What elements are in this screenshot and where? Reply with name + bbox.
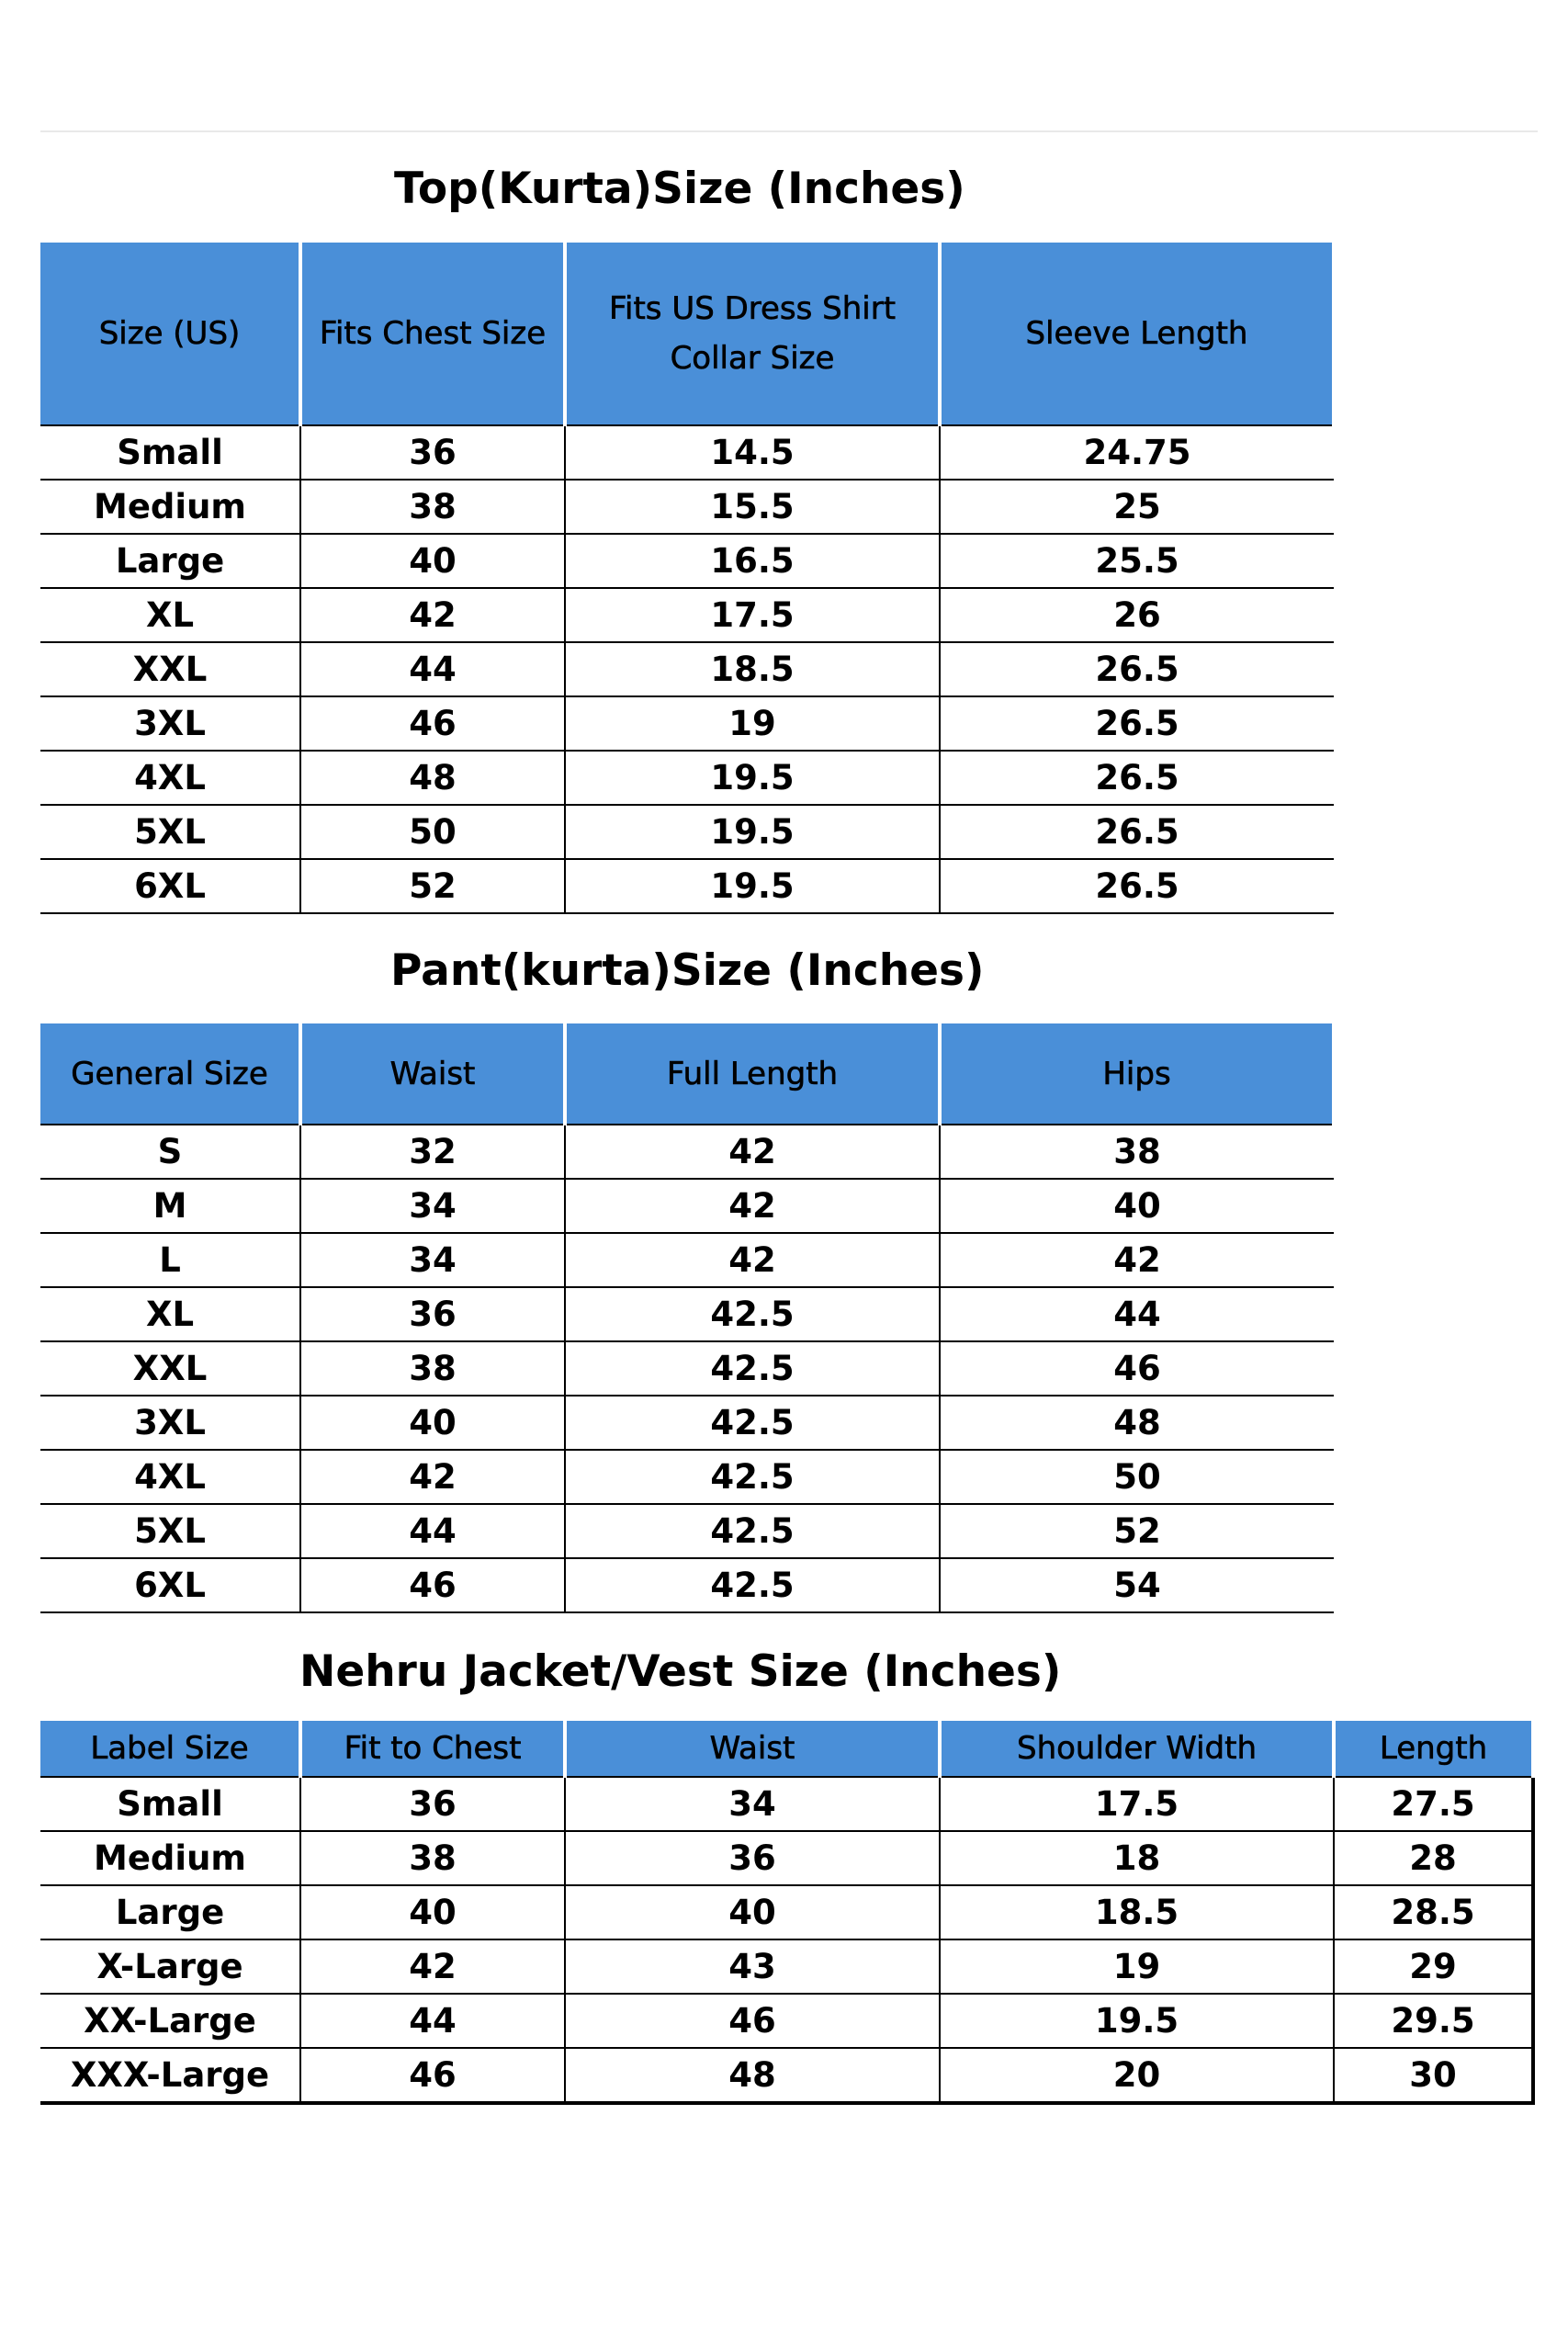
waist-cell: 46 <box>300 1558 565 1612</box>
column-header-hips: Hips <box>940 1023 1334 1125</box>
chest-cell: 46 <box>300 696 565 751</box>
top-kurta-size-table <box>40 243 1336 914</box>
chest-cell: 36 <box>300 1777 565 1831</box>
collar-cell: 19.5 <box>565 805 940 859</box>
shoulder-cell: 19.5 <box>940 1994 1334 2048</box>
column-header-full-length: Full Length <box>565 1023 940 1125</box>
size-cell: Small <box>40 425 300 480</box>
table-row <box>40 642 1334 696</box>
chest-cell: 38 <box>300 480 565 534</box>
table-row <box>40 1125 1334 1179</box>
size-cell: 4XL <box>40 1450 300 1504</box>
size-cell: 3XL <box>40 1396 300 1450</box>
hips-cell: 38 <box>940 1125 1334 1179</box>
column-header-size-us: Size (US) <box>40 243 300 425</box>
table-row <box>40 1939 1533 1994</box>
table-row <box>40 1777 1533 1831</box>
column-header-waist: Waist <box>565 1721 940 1777</box>
waist-cell: 44 <box>300 1504 565 1558</box>
hips-cell: 40 <box>940 1179 1334 1233</box>
table-row <box>40 859 1334 913</box>
size-cell: Large <box>40 1885 300 1939</box>
length-cell: 28 <box>1334 1831 1533 1885</box>
size-cell: XL <box>40 588 300 642</box>
chest-cell: 46 <box>300 2048 565 2103</box>
collar-cell: 16.5 <box>565 534 940 588</box>
table-row <box>40 1341 1334 1396</box>
shoulder-cell: 18 <box>940 1831 1334 1885</box>
full-length-cell: 42 <box>565 1233 940 1287</box>
chest-cell: 48 <box>300 751 565 805</box>
collar-cell: 15.5 <box>565 480 940 534</box>
hips-cell: 46 <box>940 1341 1334 1396</box>
table-row <box>40 751 1334 805</box>
waist-cell: 43 <box>565 1939 940 1994</box>
full-length-cell: 42.5 <box>565 1450 940 1504</box>
top-kurta-size-title: Top(Kurta)Size (Inches) <box>394 164 965 214</box>
full-length-cell: 42.5 <box>565 1558 940 1612</box>
table-row <box>40 1450 1334 1504</box>
chest-cell: 40 <box>300 534 565 588</box>
pant-kurta-size-title: Pant(kurta)Size (Inches) <box>390 945 985 996</box>
waist-cell: 32 <box>300 1125 565 1179</box>
table-row <box>40 1233 1334 1287</box>
table-header-row <box>40 243 1334 425</box>
column-header-fit-to-chest: Fit to Chest <box>300 1721 565 1777</box>
table-row <box>40 1994 1533 2048</box>
collar-cell: 19.5 <box>565 859 940 913</box>
full-length-cell: 42.5 <box>565 1396 940 1450</box>
size-cell: X-Large <box>40 1939 300 1994</box>
size-cell: Large <box>40 534 300 588</box>
chest-cell: 52 <box>300 859 565 913</box>
top-divider-line <box>40 130 1538 132</box>
column-header-general-size: General Size <box>40 1023 300 1125</box>
length-cell: 29 <box>1334 1939 1533 1994</box>
hips-cell: 44 <box>940 1287 1334 1341</box>
table-row <box>40 1885 1533 1939</box>
table-row <box>40 1396 1334 1450</box>
size-cell: 3XL <box>40 696 300 751</box>
size-cell: 5XL <box>40 805 300 859</box>
sleeve-cell: 25 <box>940 480 1334 534</box>
table-row <box>40 1831 1533 1885</box>
table-row <box>40 1504 1334 1558</box>
chest-cell: 50 <box>300 805 565 859</box>
chest-cell: 44 <box>300 1994 565 2048</box>
waist-cell: 40 <box>300 1396 565 1450</box>
collar-cell: 17.5 <box>565 588 940 642</box>
full-length-cell: 42.5 <box>565 1341 940 1396</box>
sleeve-cell: 26.5 <box>940 642 1334 696</box>
table-row <box>40 480 1334 534</box>
chest-cell: 38 <box>300 1831 565 1885</box>
table-row <box>40 425 1334 480</box>
size-cell: 5XL <box>40 1504 300 1558</box>
size-cell: XXL <box>40 642 300 696</box>
collar-cell: 19.5 <box>565 751 940 805</box>
waist-cell: 38 <box>300 1341 565 1396</box>
waist-cell: 48 <box>565 2048 940 2103</box>
waist-cell: 34 <box>565 1777 940 1831</box>
nehru-jacket-size-title: Nehru Jacket/Vest Size (Inches) <box>299 1646 1062 1697</box>
shoulder-cell: 19 <box>940 1939 1334 1994</box>
table-row <box>40 805 1334 859</box>
size-cell: S <box>40 1125 300 1179</box>
size-cell: 4XL <box>40 751 300 805</box>
sleeve-cell: 26 <box>940 588 1334 642</box>
waist-cell: 34 <box>300 1179 565 1233</box>
shoulder-cell: 17.5 <box>940 1777 1334 1831</box>
chest-cell: 42 <box>300 1939 565 1994</box>
length-cell: 28.5 <box>1334 1885 1533 1939</box>
pant-kurta-size-table <box>40 1023 1336 1613</box>
hips-cell: 42 <box>940 1233 1334 1287</box>
size-cell: M <box>40 1179 300 1233</box>
size-cell: XL <box>40 1287 300 1341</box>
size-cell: XX-Large <box>40 1994 300 2048</box>
table-header-row <box>40 1721 1533 1777</box>
collar-cell: 14.5 <box>565 425 940 480</box>
waist-cell: 46 <box>565 1994 940 2048</box>
full-length-cell: 42 <box>565 1179 940 1233</box>
waist-cell: 36 <box>565 1831 940 1885</box>
collar-cell: 19 <box>565 696 940 751</box>
shoulder-cell: 18.5 <box>940 1885 1334 1939</box>
size-cell: Small <box>40 1777 300 1831</box>
size-cell: L <box>40 1233 300 1287</box>
column-header-label-size: Label Size <box>40 1721 300 1777</box>
table-row <box>40 1287 1334 1341</box>
waist-cell: 34 <box>300 1233 565 1287</box>
collar-cell: 18.5 <box>565 642 940 696</box>
sleeve-cell: 26.5 <box>940 805 1334 859</box>
sleeve-cell: 26.5 <box>940 696 1334 751</box>
size-cell: Medium <box>40 480 300 534</box>
column-header-length: Length <box>1334 1721 1533 1777</box>
sleeve-cell: 26.5 <box>940 859 1334 913</box>
column-header-shoulder-width: Shoulder Width <box>940 1721 1334 1777</box>
table-row <box>40 534 1334 588</box>
column-header-waist: Waist <box>300 1023 565 1125</box>
sleeve-cell: 25.5 <box>940 534 1334 588</box>
table-row <box>40 2048 1533 2103</box>
hips-cell: 48 <box>940 1396 1334 1450</box>
full-length-cell: 42 <box>565 1125 940 1179</box>
table-row <box>40 1179 1334 1233</box>
length-cell: 30 <box>1334 2048 1533 2103</box>
waist-cell: 40 <box>565 1885 940 1939</box>
size-cell: XXL <box>40 1341 300 1396</box>
size-cell: 6XL <box>40 859 300 913</box>
table-row <box>40 696 1334 751</box>
waist-cell: 36 <box>300 1287 565 1341</box>
table-row <box>40 588 1334 642</box>
chest-cell: 40 <box>300 1885 565 1939</box>
hips-cell: 54 <box>940 1558 1334 1612</box>
chest-cell: 42 <box>300 588 565 642</box>
size-cell: Medium <box>40 1831 300 1885</box>
length-cell: 27.5 <box>1334 1777 1533 1831</box>
sleeve-cell: 26.5 <box>940 751 1334 805</box>
column-header-collar-size: Fits US Dress Shirt Collar Size <box>565 243 940 425</box>
shoulder-cell: 20 <box>940 2048 1334 2103</box>
chest-cell: 36 <box>300 425 565 480</box>
column-header-sleeve-length: Sleeve Length <box>940 243 1334 425</box>
size-cell: 6XL <box>40 1558 300 1612</box>
hips-cell: 52 <box>940 1504 1334 1558</box>
table-header-row <box>40 1023 1334 1125</box>
nehru-jacket-size-table <box>40 1721 1535 2105</box>
waist-cell: 42 <box>300 1450 565 1504</box>
column-header-fits-chest-size: Fits Chest Size <box>300 243 565 425</box>
sleeve-cell: 24.75 <box>940 425 1334 480</box>
hips-cell: 50 <box>940 1450 1334 1504</box>
chest-cell: 44 <box>300 642 565 696</box>
full-length-cell: 42.5 <box>565 1504 940 1558</box>
length-cell: 29.5 <box>1334 1994 1533 2048</box>
table-row <box>40 1558 1334 1612</box>
full-length-cell: 42.5 <box>565 1287 940 1341</box>
size-cell: XXX-Large <box>40 2048 300 2103</box>
